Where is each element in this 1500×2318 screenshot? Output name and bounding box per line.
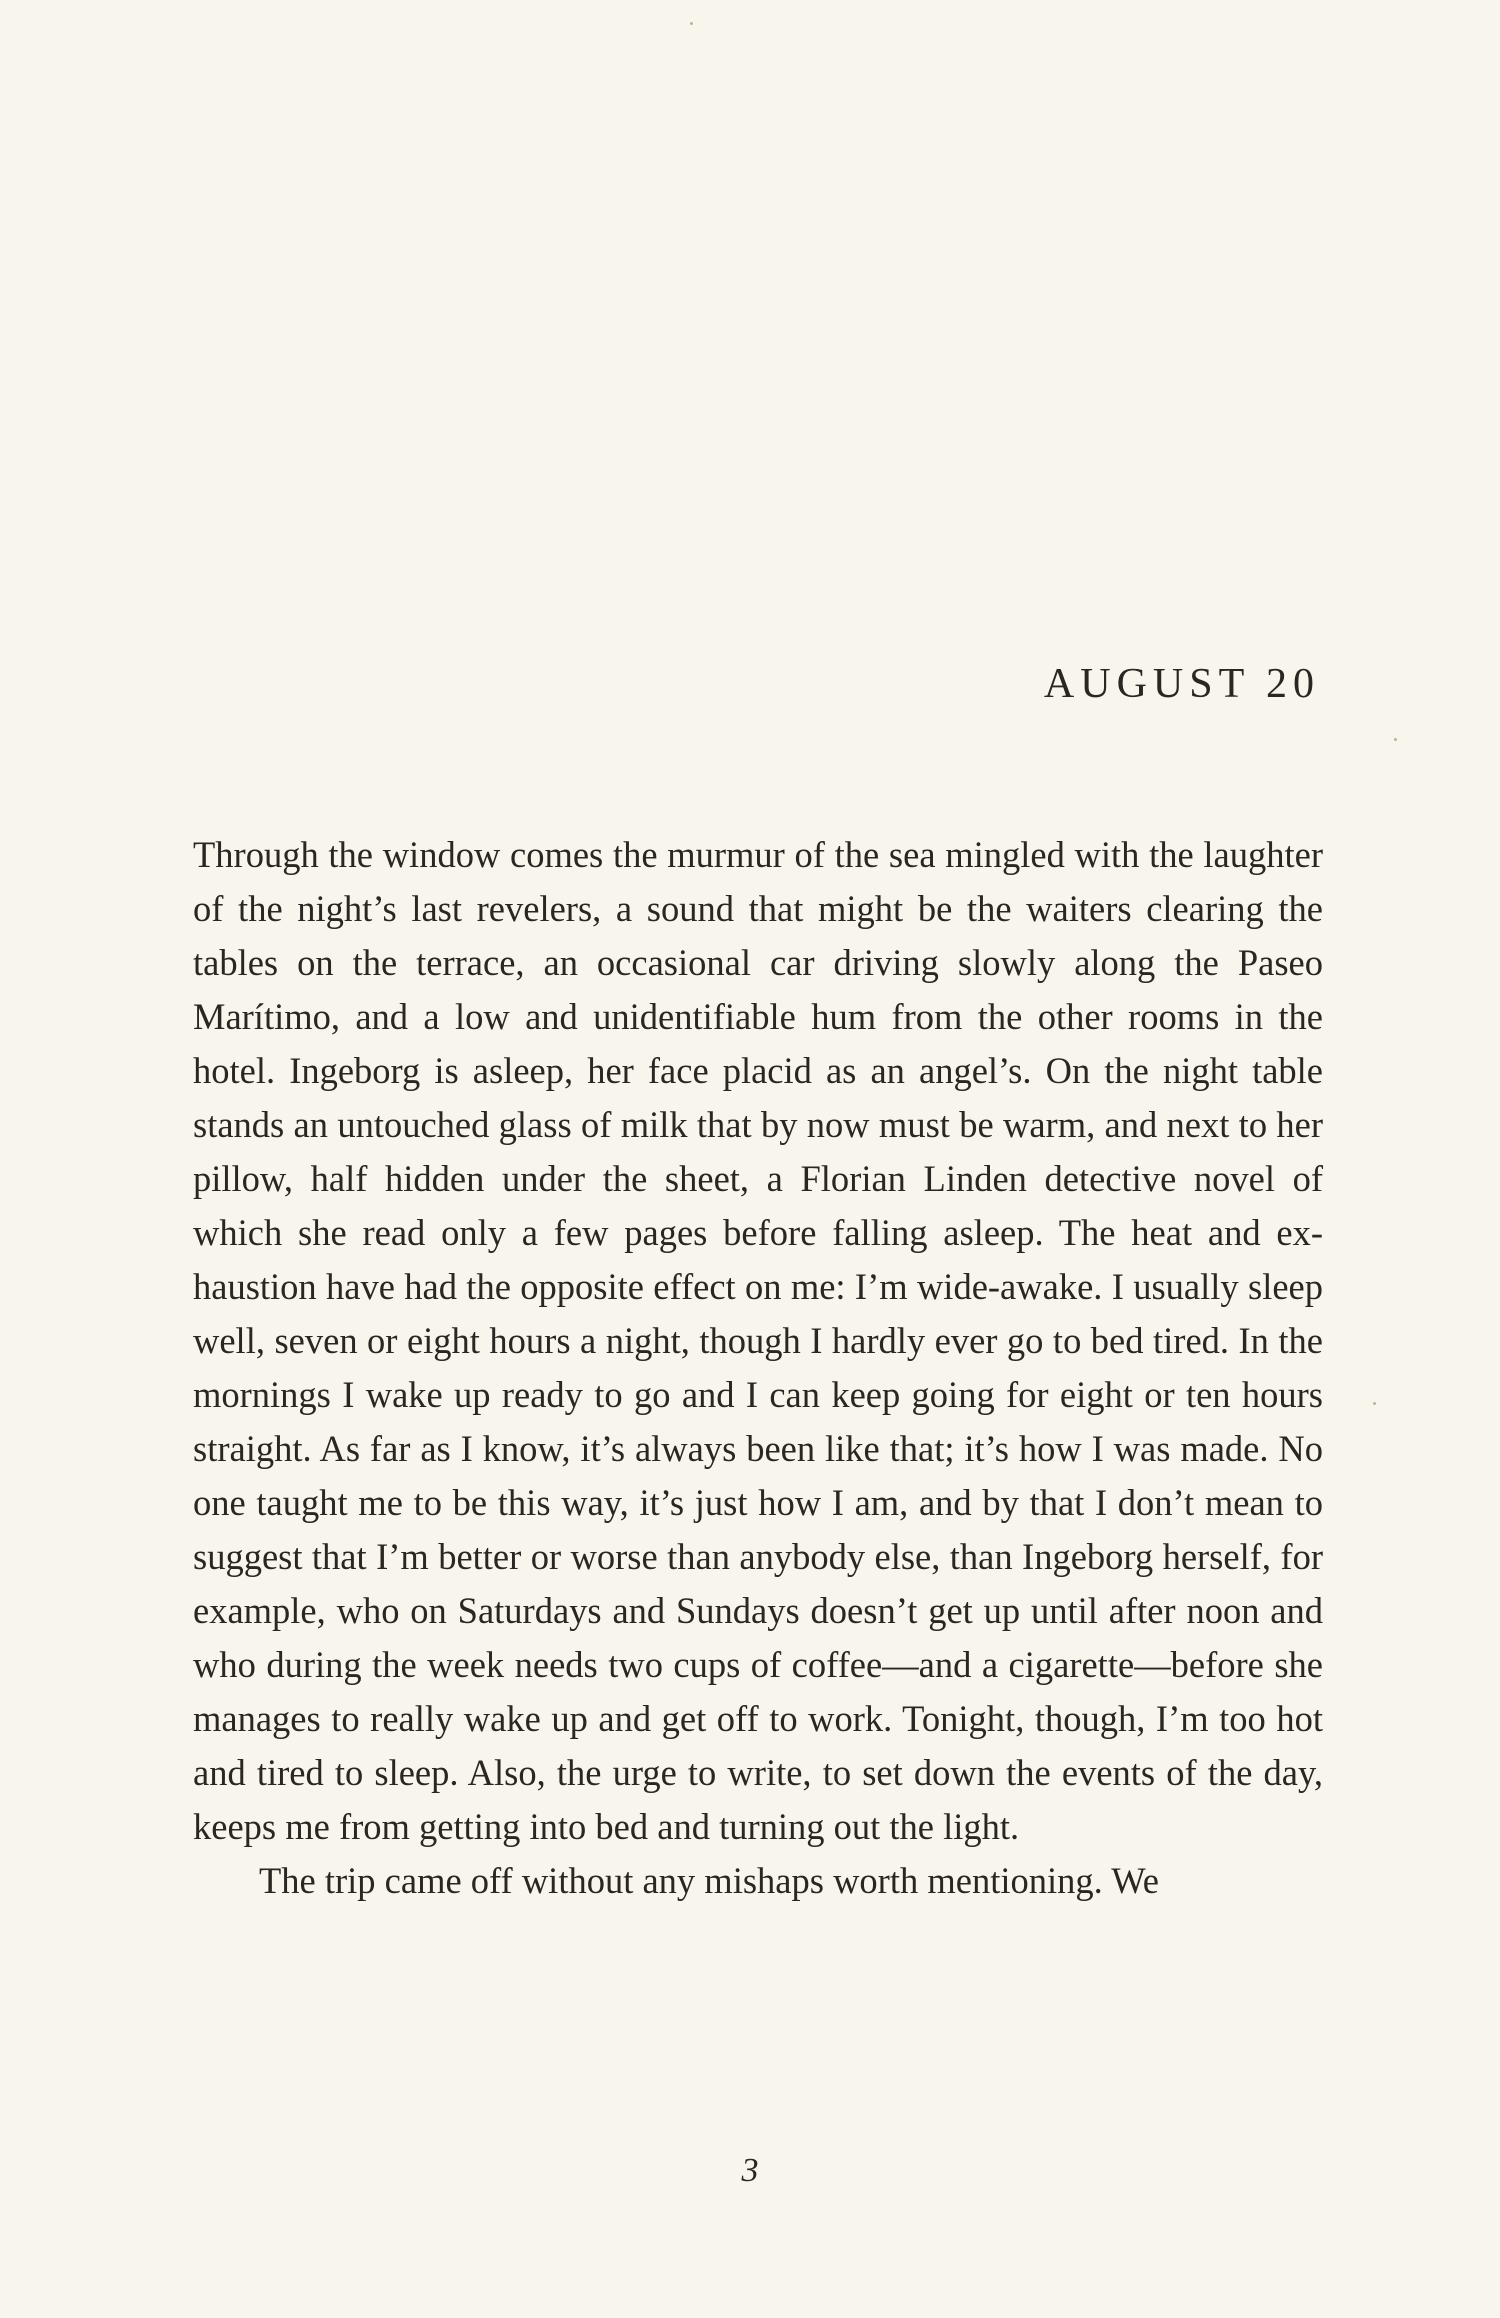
paper-speck	[690, 22, 693, 25]
paragraph: Through the window comes the murmur of the sea mingled with the laughter of the night’s last revelers, a sound that might be the waiters clearing the tables on the terrace, an occasional car driving slowly along the Paseo Marítimo, and a low and unidentifiable hum from the other rooms in the hotel. Ingeborg is asleep, her face placid as an angel’s. On the night table stands an untouched glass of milk that by now must be warm, and next to her pillow, half hidden under the sheet, a Florian Linden detective novel of which she read only a few pages before falling asleep. The heat and exhaustion have had the opposite effect on me: I’m wide-awake. I usually sleep well, seven or eight hours a night, though I hardly ever go to bed tired. In the mornings I wake up ready to go and I can keep going for eight or ten hours straight. As far as I know, it’s always been like that; it’s how I was made. No one taught me to be this way, it’s just how I am, and by that I don’t mean to suggest that I’m better or worse than anybody else, than Ingeborg herself, for example, who on Saturdays and Sundays doesn’t get up until after noon and who during the week needs two cups of coffee—and a cigarette—before she manages to really wake up and get off to work. Tonight, though, I’m too hot and tired to sleep. Also, the urge to write, to set down the events of the day, keeps me from getting into bed and turning out the light.	[193, 834, 1323, 1847]
chapter-heading: AUGUST 20	[1043, 661, 1320, 707]
paper-speck	[1394, 738, 1397, 741]
paper-speck	[1373, 1402, 1376, 1405]
body-text	[193, 828, 1323, 1908]
paragraph: The trip came off without any mishaps worth mentioning. We	[259, 1860, 1159, 1901]
page-number: 3	[741, 2152, 759, 2189]
